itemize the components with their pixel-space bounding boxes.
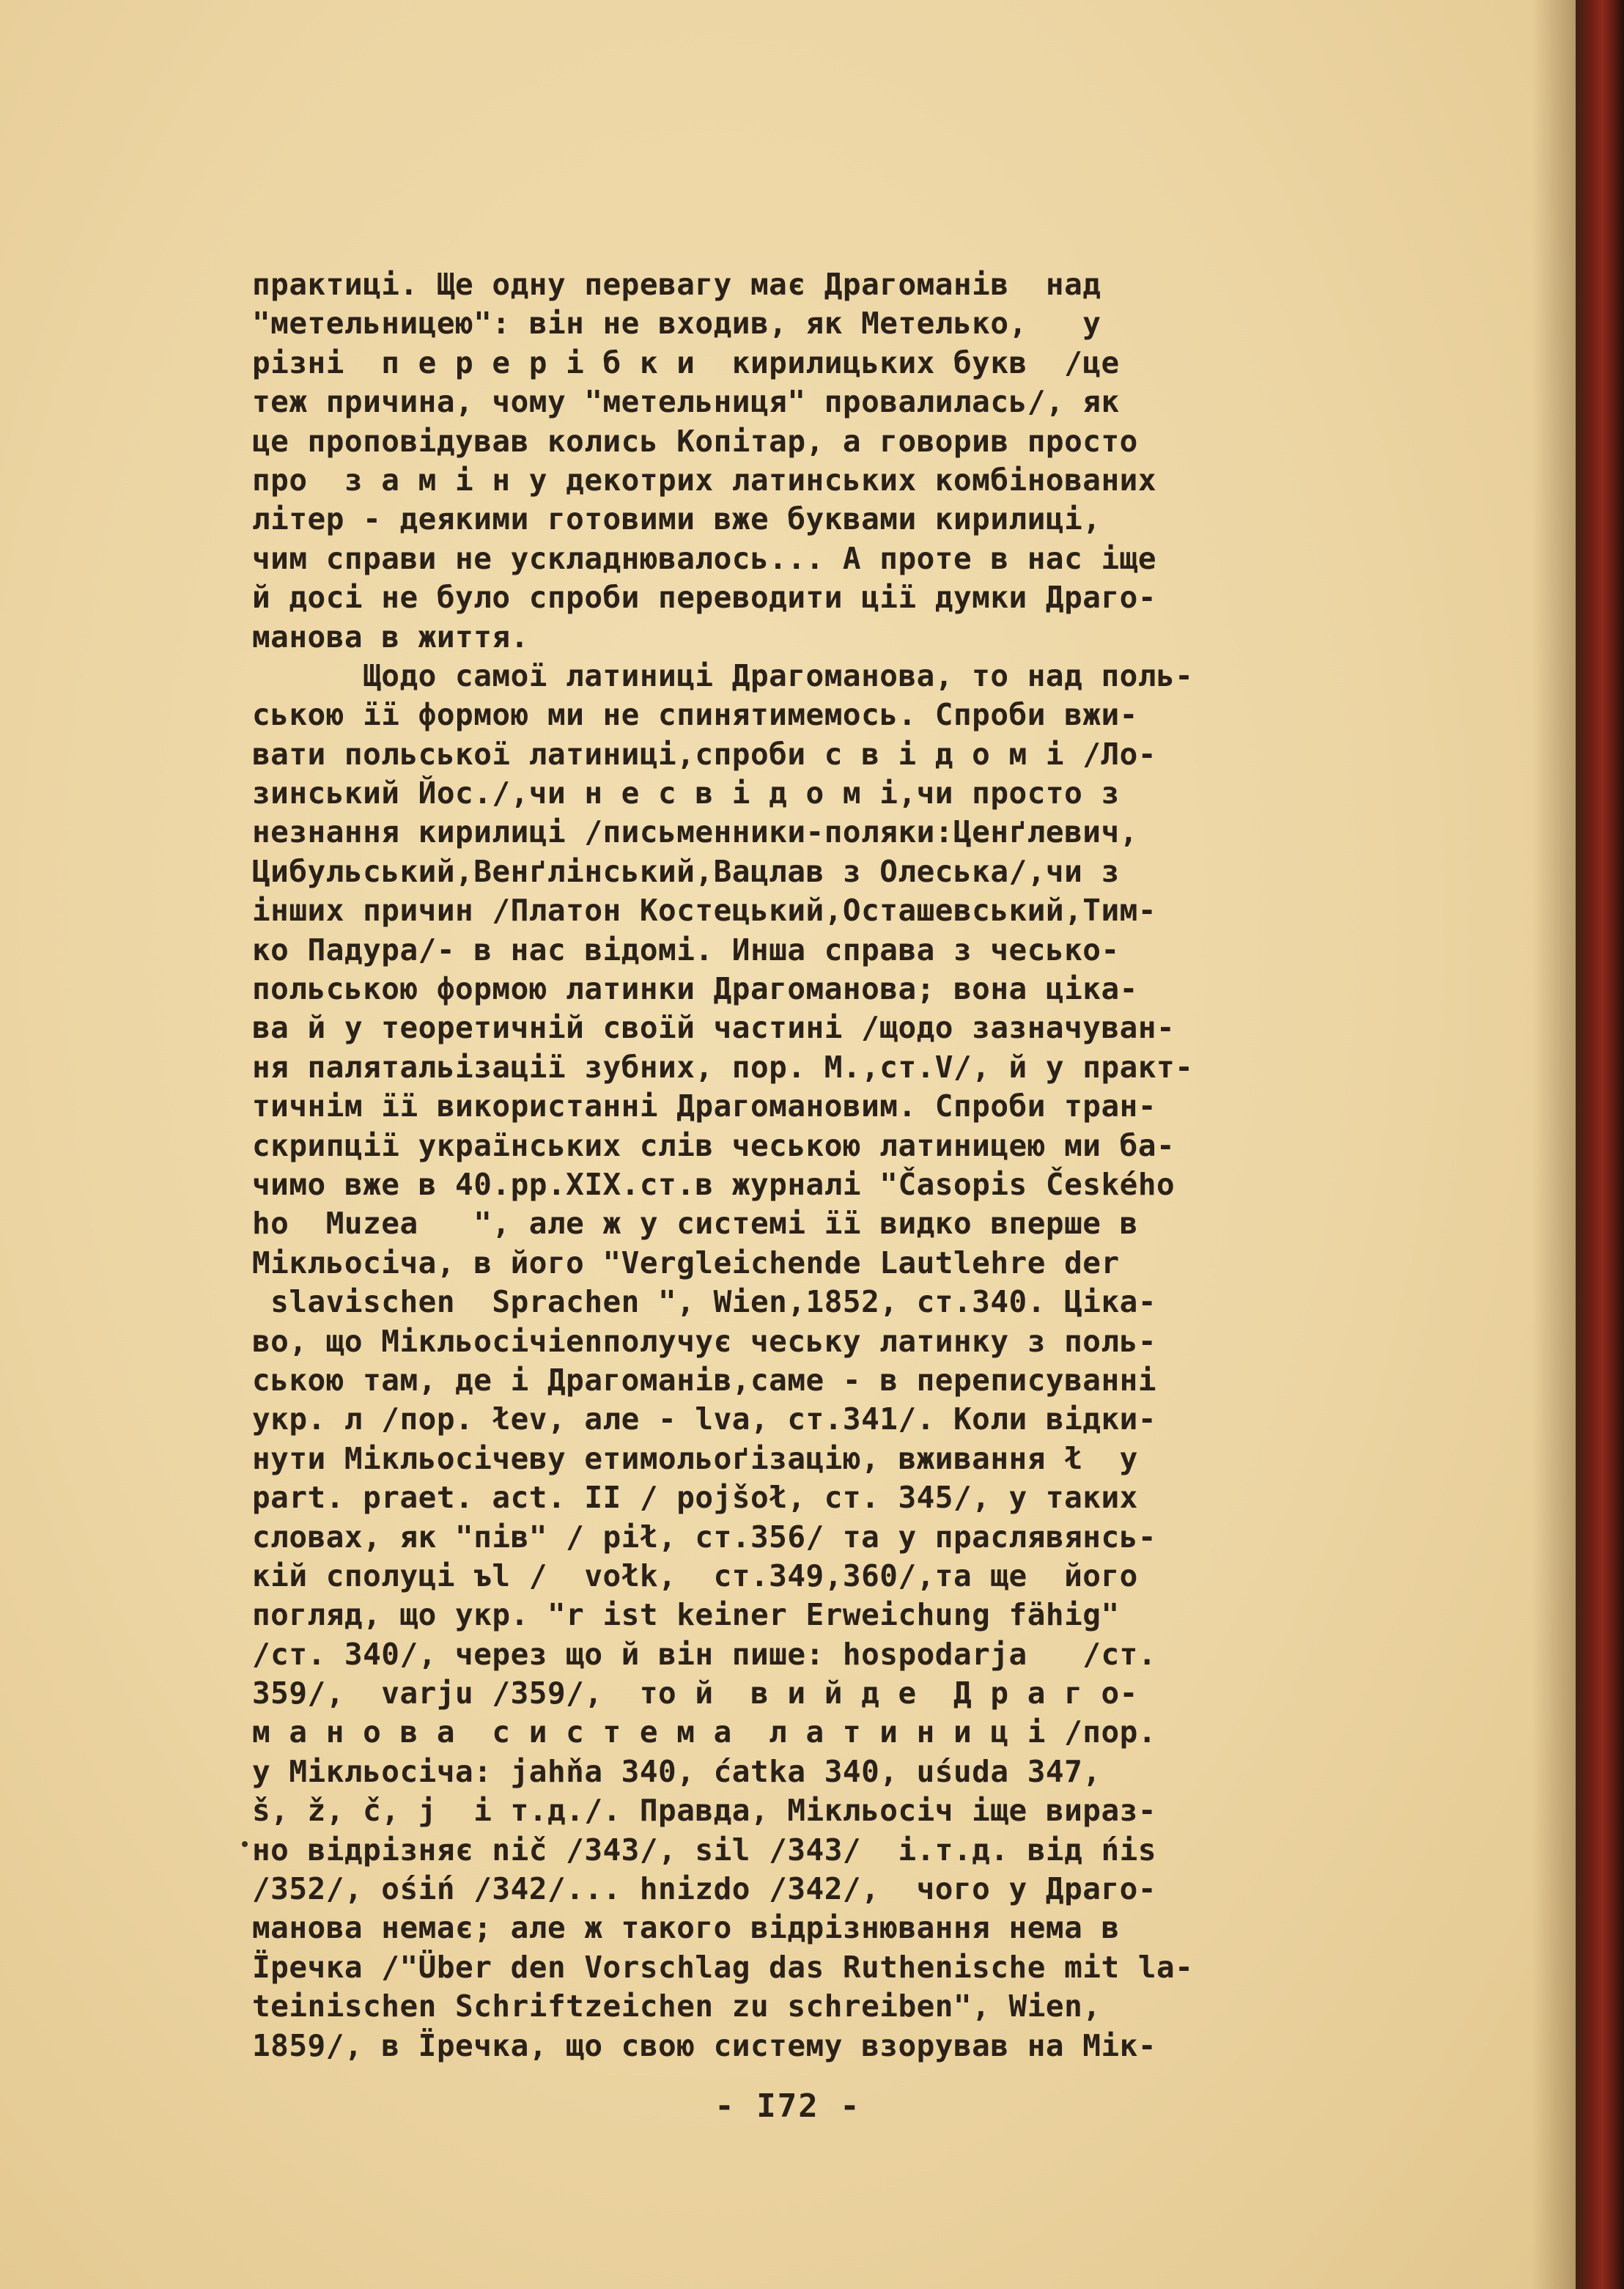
text-line: во, що Мікльосічienполучує чеську латинку з поль- <box>252 1323 1157 1359</box>
text-line: словах, як "пів" / pił, ст.356/ та у праслявянсь- <box>252 1519 1157 1555</box>
text-line: й досі не було спроби переводити ції думки Драго- <box>252 580 1157 616</box>
text-line: це проповідував колись Копітар, а говорив просто <box>252 423 1138 459</box>
text-line: практиці. Ще одну перевагу має Драгоманів над <box>252 267 1101 302</box>
book-spine <box>1576 0 1624 2289</box>
text-line: нути Мікльосічеву етимольоґізацію, вживання ł у <box>252 1440 1138 1476</box>
text-line: погляд, що укр. "r ist keiner Erweichung fähig" <box>252 1597 1120 1633</box>
text-line: м а н о в а с и с т е м а л а т и н и ц і /пор. <box>252 1714 1157 1750</box>
text-line: Цибульський,Венґлінський,Вацлав з Олеська/,чи з <box>252 853 1120 889</box>
text-line: чим справи не ускладнювалось... А проте в нас іще <box>252 540 1157 576</box>
text-line: вати польської латиниці,спроби с в і д о м і /Ло- <box>252 736 1157 772</box>
text-line: Їречка /"Über den Vorschlag das Ruthenische mit la- <box>252 1949 1194 1985</box>
text-line: теж причина, чому "метельниця" провалилась/, як <box>252 384 1120 420</box>
ink-mark <box>242 1841 248 1847</box>
text-line: незнання кирилиці /письменники-поляки:Ценґлевич, <box>252 814 1138 850</box>
text-line: ня палятальізації зубних, пор. М.,ст.V/, й у практ- <box>252 1049 1194 1085</box>
text-line: 1859/, в Їречка, що свою систему взорував на Мік- <box>252 2027 1157 2063</box>
text-line: кій сполуці ъl / vołk, ст.349,360/,та ще його <box>252 1558 1138 1593</box>
text-line: літер - деякими готовими вже буквами кирилиці, <box>252 501 1101 537</box>
text-line: Щодо самої латиниці Драгоманова, то над поль- <box>252 657 1194 693</box>
text-line: тичнім її використанні Драгомановим. Спроби тран- <box>252 1088 1157 1124</box>
text-line: /ст. 340/, через що й він пише: hospodarja /ст. <box>252 1636 1157 1672</box>
text-line: скрипції українських слів чеською латиницею ми ба- <box>252 1127 1175 1163</box>
text-line: чимо вже в 40.рр.XIX.ст.в журналі "Časopis Českého <box>252 1166 1175 1202</box>
text-line: різні п е р е р і б к и кирилицьких букв /це <box>252 344 1120 380</box>
text-line: польською формою латинки Драгоманова; вона ціка- <box>252 971 1138 1007</box>
text-line: ho Muzea ", але ж у системі її видко вперше в <box>252 1206 1138 1242</box>
text-line: Мікльосіча, в його "Vergleichende Lautlehre der <box>252 1245 1120 1280</box>
text-line: ко Падура/- в нас відомі. Инша справа з чесько- <box>252 932 1120 967</box>
text-line: но відрізняє nič /343/, sil /343/ і.т.д. від ńis <box>252 1832 1157 1868</box>
text-line: укр. л /пор. łev, але - lva, ст.341/. Коли відки- <box>252 1401 1157 1437</box>
text-line: ською її формою ми не спинятимемось. Спроби вжи- <box>252 697 1138 733</box>
text-line: "метельницею": він не входив, як Метелько, у <box>252 306 1101 342</box>
text-line: інших причин /Платон Костецький,Осташевський,Тим- <box>252 893 1157 929</box>
text-line: про з а м і н у декотрих латинських комбінованих <box>252 462 1157 498</box>
text-line: манова в життя. <box>252 619 529 655</box>
text-line: 359/, varju /359/, то й в и й д е Д р а г о- <box>252 1676 1138 1711</box>
page-number: - I72 - <box>715 2087 861 2125</box>
text-line: зинський Йос./,чи н е с в і д о м і,чи просто з <box>252 775 1120 811</box>
text-line: манова немає; але ж такого відрізнювання нема в <box>252 1910 1120 1946</box>
text-line: š, ž, č, j і т.д./. Правда, Мікльосіч іще вираз- <box>252 1793 1157 1829</box>
text-line: у Мікльосіча: jahňa 340, ćatka 340, uśuda 347, <box>252 1753 1101 1789</box>
text-line: part. praet. act. II / pojšoł, ст. 345/, у таких <box>252 1480 1138 1516</box>
text-line: /352/, ośiń /342/... hnizdo /342/, чого у Драго- <box>252 1871 1157 1907</box>
text-line: slavischen Sprachen ", Wien,1852, ст.340. Ціка- <box>252 1284 1157 1320</box>
text-line: teinischen Schriftzeichen zu schreiben", Wien, <box>252 1988 1101 2024</box>
text-line: ською там, де і Драгоманів,саме - в переписуванні <box>252 1362 1157 1398</box>
text-line: ва й у теоретичній своїй частині /щодо зазначуван- <box>252 1010 1175 1046</box>
body-text <box>252 265 1454 2065</box>
